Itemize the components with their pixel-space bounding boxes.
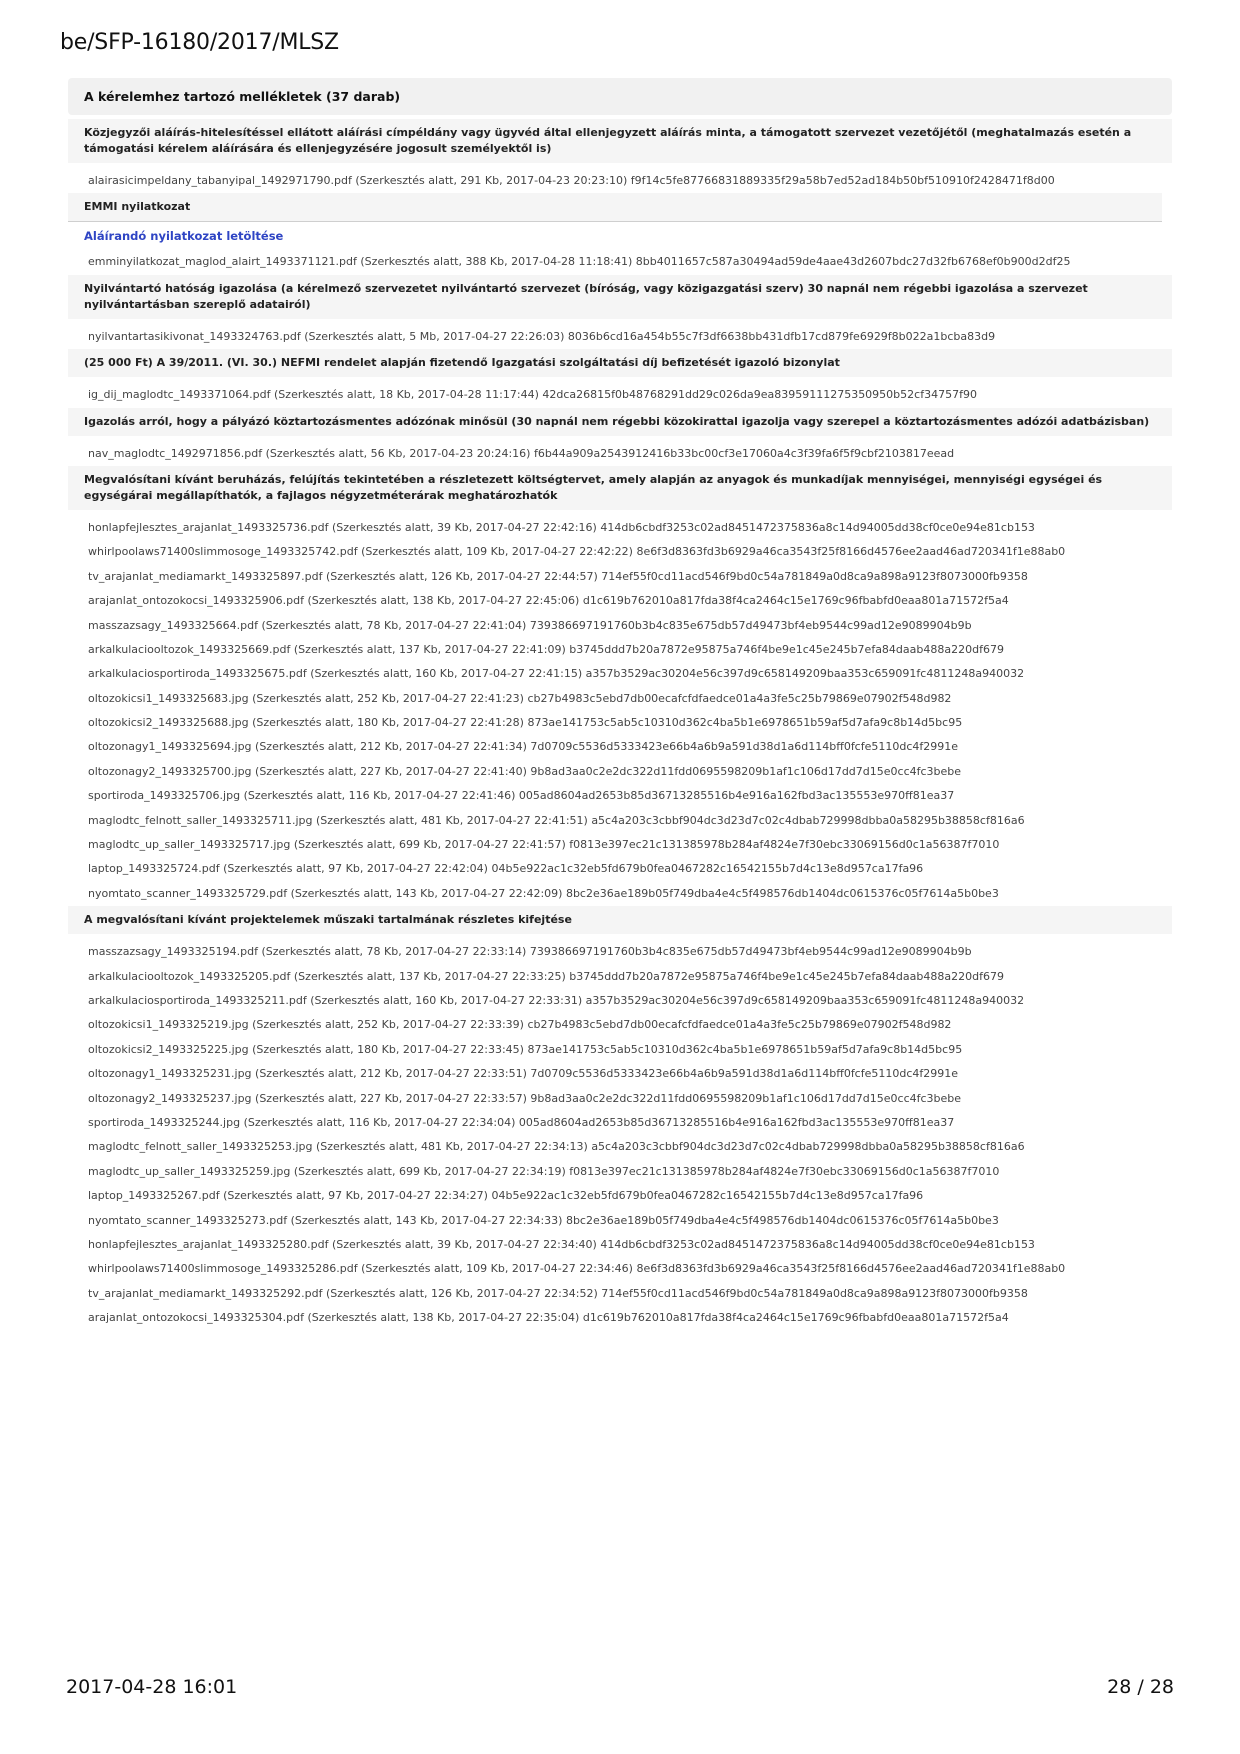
file-list [68,442,1172,466]
attachment-file-row: oltozonagy1_1493325694.jpg (Szerkesztés alatt, 212 Kb, 2017-04-27 22:41:34) 7d0709c5536d5333423e66b4a6b9a591d38d1a6d114bff0fcfe5110dc4f2991e [88,740,959,754]
attachment-file-row: oltozokicsi1_1493325683.jpg (Szerkesztés alatt, 252 Kb, 2017-04-27 22:41:23) cb27b4983c5ebd7db00ecafcfdfaedce01a4a3fe5c25b79869e07902f548d982 [88,691,952,705]
attachment-file-row: nyilvantartasikivonat_1493324763.pdf (Szerkesztés alatt, 5 Mb, 2017-04-27 22:26:03) 8036b6cd16a454b55c7f3df6638bb431dfb17cd879fe6929f8b022a1bcba83d9 [88,329,996,343]
attachment-file-row: whirlpoolaws71400slimmosoge_1493325742.pdf (Szerkesztés alatt, 109 Kb, 2017-04-27 22:42:22) 8e6f3d8363fd3b6929a46ca3543f25f8166d4576ee2aad46ad720341f1e88ab0 [88,545,1066,559]
footer-timestamp: 2017-04-28 16:01 [66,1676,238,1698]
attachment-file-row: nyomtato_scanner_1493325273.pdf (Szerkesztés alatt, 143 Kb, 2017-04-27 22:34:33) 8bc2e36ae189b05f749dba4e4c5f498576db1404dc0615376c05f7614a5b0be3 [88,1213,999,1227]
attachment-group [68,119,1172,193]
file-list [68,383,1172,407]
attachment-group [68,349,1172,407]
group-title: A megvalósítani kívánt projektelemek műszaki tartalmának részletes kifejtése [68,906,1172,934]
footer-page-number: 28 / 28 [1107,1676,1174,1698]
file-list [68,169,1172,193]
attachment-file-row: oltozokicsi2_1493325225.jpg (Szerkesztés alatt, 180 Kb, 2017-04-27 22:33:45) 873ae141753c5ab5c10310d362c4ba5b1e6978651b59af5d7afa9c8b14d5bc95 [88,1042,963,1056]
attachment-file-row: oltozonagy2_1493325237.jpg (Szerkesztés alatt, 227 Kb, 2017-04-27 22:33:57) 9b8ad3aa0c2e2dc322d11fdd0695598209b1af1c106d17dd7d15e0cc4fc3bebe [88,1091,962,1105]
attachment-file-row: arkalkulaciosportiroda_1493325211.pdf (Szerkesztés alatt, 160 Kb, 2017-04-27 22:33:31) a357b3529ac30204e56c397d9c658149209baa353c659091fc4811248a940032 [88,993,1025,1007]
attachment-file-row: maglodtc_felnott_saller_1493325253.jpg (Szerkesztés alatt, 481 Kb, 2017-04-27 22:34:13) a5c4a203c3cbbf904dc3d23d7c02c4dbab729998dbba0a58295b38858cf816a6 [88,1140,1025,1154]
file-list [68,250,1172,274]
attachment-file-row: masszazsagy_1493325194.pdf (Szerkesztés alatt, 78 Kb, 2017-04-27 22:33:14) 739386697191760b3b4c835e675db57d49473bf4eb9544c99ad12e9089904b9b [88,945,972,959]
section-title: A kérelemhez tartozó mellékletek (37 darab) [68,78,1172,115]
attachment-file-row: ig_dij_maglodtc_1493371064.pdf (Szerkesztés alatt, 18 Kb, 2017-04-28 11:17:44) 42dca26815f0b48768291dd29c026da9ea83959111275350950b52cf34757f90 [88,388,977,402]
group-title: Igazolás arról, hogy a pályázó köztartozásmentes adózónak minősül (30 napnál nem régebbi közokirattal igazolja vagy szerepel a köztartozásmentes adózói adatbázisban) [68,408,1172,436]
attachment-file-row: tv_arajanlat_mediamarkt_1493325897.pdf (Szerkesztés alatt, 126 Kb, 2017-04-27 22:44:57) 714ef55f0cd11acd546f9bd0c54a781849a0d8ca9a898a9123f8073000fb9358 [88,569,1028,583]
attachment-file-row: oltozonagy2_1493325700.jpg (Szerkesztés alatt, 227 Kb, 2017-04-27 22:41:40) 9b8ad3aa0c2e2dc322d11fdd0695598209b1af1c106d17dd7d15e0cc4fc3bebe [88,764,962,778]
attachment-file-row: nav_maglodtc_1492971856.pdf (Szerkesztés alatt, 56 Kb, 2017-04-23 20:24:16) f6b44a909a2543912416b33bc00cf3e17060a4c3f39fa6f5f9cbf2103817eead [88,446,955,460]
attachment-file-row: honlapfejlesztes_arajanlat_1493325736.pdf (Szerkesztés alatt, 39 Kb, 2017-04-27 22:42:16) 414db6cbdf3253c02ad8451472375836a8c14d94005dd38cf0ce0e94e81cb153 [88,520,1035,534]
attachment-file-row: arkalkulaciooltozok_1493325205.pdf (Szerkesztés alatt, 137 Kb, 2017-04-27 22:33:25) b3745ddd7b20a7872e95875a746f4be9e1c45e245b7efa84daab488a220df679 [88,969,1004,983]
attachment-file-row: sportiroda_1493325706.jpg (Szerkesztés alatt, 116 Kb, 2017-04-27 22:41:46) 005ad8604ad2653b85d36713285516b4e916a162fbd3ac135553e970ff81ea37 [88,789,955,803]
group-title: EMMI nyilatkozat [68,193,1162,222]
attachment-file-row: honlapfejlesztes_arajanlat_1493325280.pdf (Szerkesztés alatt, 39 Kb, 2017-04-27 22:34:40) 414db6cbdf3253c02ad8451472375836a8c14d94005dd38cf0ce0e94e81cb153 [88,1237,1035,1251]
attachment-file-row: arajanlat_ontozokocsi_1493325906.pdf (Szerkesztés alatt, 138 Kb, 2017-04-27 22:45:06) d1c619b762010a817fda38f4ca2464c15e1769c96fbabfd0eaa801a71572f5a4 [88,594,1009,608]
attachment-file-row: oltozokicsi2_1493325688.jpg (Szerkesztés alatt, 180 Kb, 2017-04-27 22:41:28) 873ae141753c5ab5c10310d362c4ba5b1e6978651b59af5d7afa9c8b14d5bc95 [88,716,963,730]
attachment-group [68,275,1172,349]
attachment-group [68,408,1172,466]
file-list [68,516,1172,906]
attachment-group [68,193,1172,274]
attachment-file-row: oltozonagy1_1493325231.jpg (Szerkesztés alatt, 212 Kb, 2017-04-27 22:33:51) 7d0709c5536d5333423e66b4a6b9a591d38d1a6d114bff0fcfe5110dc4f2991e [88,1067,959,1081]
attachment-file-row: masszazsagy_1493325664.pdf (Szerkesztés alatt, 78 Kb, 2017-04-27 22:41:04) 739386697191760b3b4c835e675db57d49473bf4eb9544c99ad12e9089904b9b [88,618,972,632]
attachment-group [68,906,1172,1330]
attachment-file-row: laptop_1493325267.pdf (Szerkesztés alatt, 97 Kb, 2017-04-27 22:34:27) 04b5e922ac1c32eb5fd679b0fea0467282c16542155b7d4c13e8d957ca17fa96 [88,1189,924,1203]
attachment-file-row: laptop_1493325724.pdf (Szerkesztés alatt, 97 Kb, 2017-04-27 22:42:04) 04b5e922ac1c32eb5fd679b0fea0467282c16542155b7d4c13e8d957ca17fa96 [88,862,924,876]
attachment-group [68,466,1172,906]
attachment-file-row: oltozokicsi1_1493325219.jpg (Szerkesztés alatt, 252 Kb, 2017-04-27 22:33:39) cb27b4983c5ebd7db00ecafcfdfaedce01a4a3fe5c25b79869e07902f548d982 [88,1018,952,1032]
attachment-file-row: whirlpoolaws71400slimmosoge_1493325286.pdf (Szerkesztés alatt, 109 Kb, 2017-04-27 22:34:46) 8e6f3d8363fd3b6929a46ca3543f25f8166d4576ee2aad46ad720341f1e88ab0 [88,1262,1066,1276]
file-list [68,325,1172,349]
attachment-file-row: arajanlat_ontozokocsi_1493325304.pdf (Szerkesztés alatt, 138 Kb, 2017-04-27 22:35:04) d1c619b762010a817fda38f4ca2464c15e1769c96fbabfd0eaa801a71572f5a4 [88,1311,1009,1325]
attachment-file-row: sportiroda_1493325244.jpg (Szerkesztés alatt, 116 Kb, 2017-04-27 22:34:04) 005ad8604ad2653b85d36713285516b4e916a162fbd3ac135553e970ff81ea37 [88,1115,955,1129]
attachment-file-row: arkalkulaciosportiroda_1493325675.pdf (Szerkesztés alatt, 160 Kb, 2017-04-27 22:41:15) a357b3529ac30204e56c397d9c658149209baa353c659091fc4811248a940032 [88,667,1025,681]
group-title: Megvalósítani kívánt beruházás, felújítás tekintetében a részletezett költségtervet, amely alapján az anyagok és munkadíjak mennyiségei, mennyiségi egységei és egységárai megállapíthatók, a fajlagos négyzetméterárak meghatározhatók [68,466,1172,510]
attachment-file-row: alairasicimpeldany_tabanyipal_1492971790.pdf (Szerkesztés alatt, 291 Kb, 2017-04-23 20:23:10) f9f14c5fe87766831889335f29a58b7ed52ad184b50bf510910f2428471f8d00 [88,174,1055,187]
attachment-file-row: maglodtc_up_saller_1493325259.jpg (Szerkesztés alatt, 699 Kb, 2017-04-27 22:34:19) f0813e397ec21c131385978b284af4824e7f30ebc33069156d0c1a56387f7010 [88,1164,1000,1178]
group-title: (25 000 Ft) A 39/2011. (VI. 30.) NEFMI rendelet alapján fizetendő Igazgatási szolgáltatási díj befizetését igazoló bizonylat [68,349,1172,377]
attachment-file-row: emminyilatkozat_maglod_alairt_1493371121.pdf (Szerkesztés alatt, 388 Kb, 2017-04-28 11:18:41) 8bb4011657c587a30494ad59de4aae43d2607bdc27d32fb6768ef0b900d2df25 [88,255,1071,269]
group-title: Nyilvántartó hatóság igazolása (a kérelmező szervezetet nyilvántartó szervezet (bíróság, vagy közigazgatási szerv) 30 napnál nem régebbi igazolása a szervezet nyilvántartásban szereplő adatairól) [68,275,1172,319]
download-statement-link[interactable]: Aláírandó nyilatkozat letöltése [84,229,284,244]
attachment-file-row: maglodtc_up_saller_1493325717.jpg (Szerkesztés alatt, 699 Kb, 2017-04-27 22:41:57) f0813e397ec21c131385978b284af4824e7f30ebc33069156d0c1a56387f7010 [88,838,1000,852]
file-list [68,940,1172,1330]
attachment-file-row: nyomtato_scanner_1493325729.pdf (Szerkesztés alatt, 143 Kb, 2017-04-27 22:42:09) 8bc2e36ae189b05f749dba4e4c5f498576db1404dc0615376c05f7614a5b0be3 [88,886,999,900]
group-title: Közjegyzői aláírás-hitelesítéssel ellátott aláírási címpéldány vagy ügyvéd által ellenjegyzett aláírás minta, a támogatott szervezet vezetőjétől (meghatalmazás esetén a támogatási kérelem aláírására és ellenjegyzésére jogosult személyektől is) [68,119,1172,163]
attachment-file-row: tv_arajanlat_mediamarkt_1493325292.pdf (Szerkesztés alatt, 126 Kb, 2017-04-27 22:34:52) 714ef55f0cd11acd546f9bd0c54a781849a0d8ca9a898a9123f8073000fb9358 [88,1286,1028,1300]
attachments-section [68,78,1172,1330]
attachment-file-row: maglodtc_felnott_saller_1493325711.jpg (Szerkesztés alatt, 481 Kb, 2017-04-27 22:41:51) a5c4a203c3cbbf904dc3d23d7c02c4dbab729998dbba0a58295b38858cf816a6 [88,813,1025,827]
document-id: be/SFP-16180/2017/MLSZ [60,30,339,55]
attachment-file-row: arkalkulaciooltozok_1493325669.pdf (Szerkesztés alatt, 137 Kb, 2017-04-27 22:41:09) b3745ddd7b20a7872e95875a746f4be9e1c45e245b7efa84daab488a220df679 [88,642,1004,656]
